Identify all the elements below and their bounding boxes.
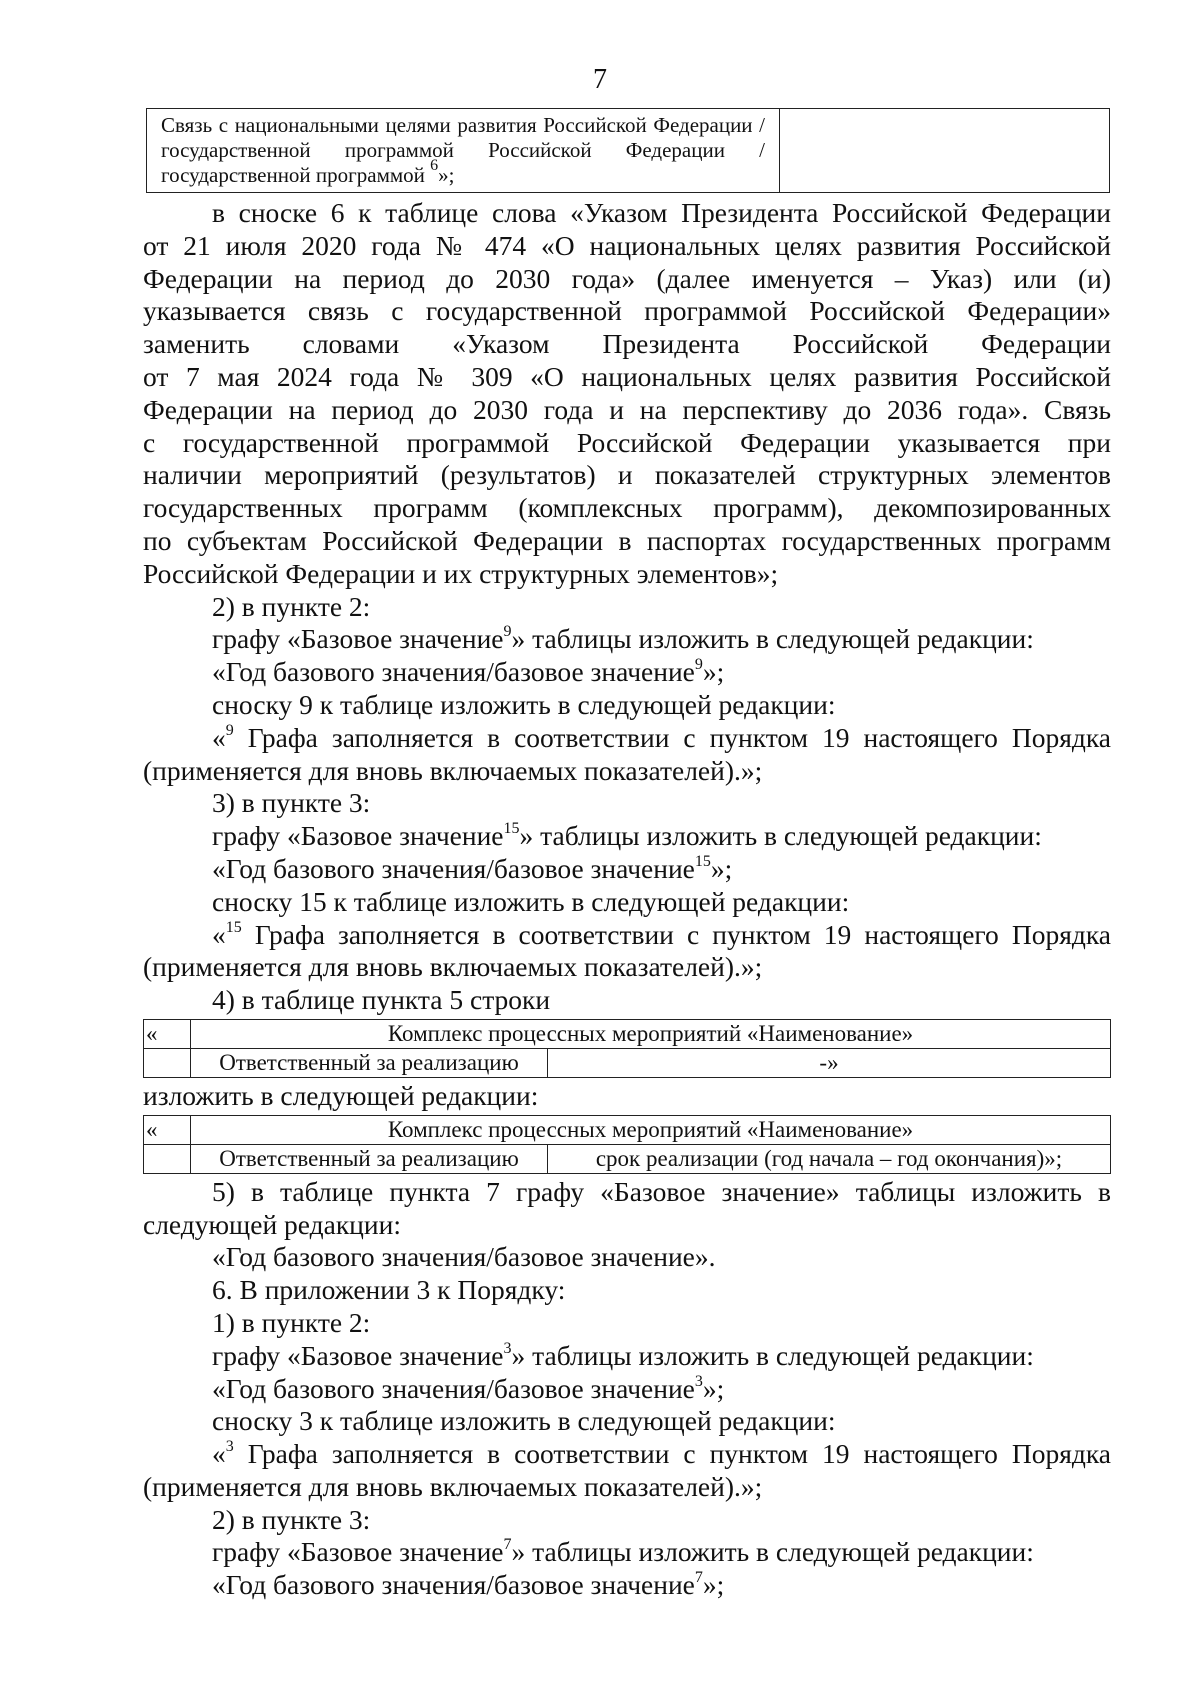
item-3-new-text [143, 853, 1111, 886]
section-6-heading: 6. В приложении 3 к Порядку: [212, 1274, 566, 1306]
s6-item-1-footnote-cont: (применяется для вновь включаемых показателей).»; [143, 1470, 763, 1502]
footnote-ref: 9 [694, 656, 703, 674]
text: графу «Базовое значение [212, 820, 504, 852]
text: » таблицы изложить в следующей редакции: [511, 623, 1034, 655]
p1-line: с государственной программой Российской Федерации указывается при [143, 426, 1111, 458]
text: Графа заполняется в соответствии с пунктом 19 настоящего Порядка [241, 918, 1111, 950]
open-quote: « [144, 1019, 191, 1048]
item-4-heading: 4) в таблице пункта 5 строки [212, 984, 551, 1016]
item-2-footnote [143, 722, 1111, 755]
footnote-ref: 3 [225, 1438, 234, 1456]
text: »; [702, 656, 725, 688]
footnote-ref: 15 [503, 820, 520, 838]
footnote-ref: 6 [430, 157, 439, 174]
item-5-line: 5) в таблице пункта 7 графу «Базовое значение» таблицы изложить в [212, 1175, 1111, 1207]
text: «Год базового значения/базовое значение [212, 1569, 695, 1601]
responsible-label: Ответственный за реализацию [191, 1144, 548, 1173]
p1-line: от 21 июля 2020 года № 474 «О национальных целях развития Российской [143, 229, 1111, 261]
s6-item-1-new-text [143, 1373, 1111, 1406]
s6-item-1-heading: 1) в пункте 2: [212, 1306, 371, 1338]
s6-item-2-column [143, 1536, 1111, 1569]
s6-item-1-footnote [143, 1438, 1111, 1471]
footnote-ref: 7 [503, 1536, 512, 1554]
s6-item-2-heading: 2) в пункте 3: [212, 1503, 371, 1535]
text: »; [702, 1372, 725, 1404]
linkage-table-label-cell [147, 109, 780, 193]
item-5-new-text: «Год базового значения/базовое значение». [212, 1241, 716, 1273]
old-rows-table [143, 1019, 1111, 1078]
item-2-new-text [143, 656, 1111, 689]
s6-item-1-column [143, 1340, 1111, 1373]
footnote-ref: 3 [694, 1372, 703, 1390]
p1-line: в сноске 6 к таблице слова «Указом Президента Российской Федерации [212, 197, 1111, 228]
p1-line: по субъектам Российской Федерации в паспортах государственных программ [143, 524, 1111, 556]
item-4-after: изложить в следующей редакции: [143, 1079, 539, 1111]
footnote-ref: 9 [503, 623, 512, 641]
p1-line: наличии мероприятий (результатов) и показателей структурных элементов [143, 459, 1111, 491]
item-3-heading: 3) в пункте 3: [212, 787, 371, 819]
text: « [212, 721, 226, 753]
text: » таблицы изложить в следующей редакции: [519, 820, 1042, 852]
responsible-label: Ответственный за реализацию [191, 1048, 548, 1077]
item-2-heading: 2) в пункте 2: [212, 590, 371, 622]
text: «Год базового значения/базовое значение [212, 852, 695, 884]
text: «Год базового значения/базовое значение [212, 1372, 695, 1404]
p1-line: государственных программ (комплексных программ), декомпозированных [143, 492, 1111, 524]
linkage-table [146, 108, 1110, 193]
linkage-table-value-cell [780, 109, 1110, 193]
p1-line: заменить словами «Указом Президента Российской Федерации [143, 328, 1111, 360]
p1-line: указывается связь с государственной программой Российской Федерации» [143, 295, 1111, 327]
linkage-text: Связь с национальными целями развития Российской Федерации / государственной программой Российской Федерации / государственной программой [161, 113, 765, 187]
p1-line: Федерации на период до 2030 года» (далее именуется – Указ) или (и) [143, 262, 1111, 294]
empty-cell [144, 1144, 191, 1173]
footnote-ref: 3 [503, 1339, 512, 1357]
item-3-footnote-note: сноску 15 к таблице изложить в следующей редакции: [212, 885, 850, 917]
text: графу «Базовое значение [212, 1339, 504, 1371]
p1-line: от 7 мая 2024 года № 309 «О национальных целях развития Российской [143, 360, 1111, 392]
s6-item-1-footnote-note: сноску 3 к таблице изложить в следующей редакции: [212, 1405, 836, 1437]
footnote-ref: 7 [694, 1569, 703, 1587]
text: »; [702, 1569, 725, 1601]
complex-header: Комплекс процессных мероприятий «Наименование» [191, 1115, 1111, 1144]
new-rows-table [143, 1115, 1111, 1174]
item-3-footnote-cont: (применяется для вновь включаемых показателей).»; [143, 951, 763, 983]
item-2-column [143, 623, 1111, 656]
text: графу «Базовое значение [212, 623, 504, 655]
text: « [212, 918, 226, 950]
footnote-ref: 15 [694, 852, 711, 870]
text: «Год базового значения/базовое значение [212, 656, 695, 688]
responsible-value: -» [548, 1048, 1111, 1077]
item-3-footnote [143, 919, 1111, 952]
text: » таблицы изложить в следующей редакции: [511, 1339, 1034, 1371]
footnote-ref: 9 [225, 721, 234, 739]
footnote-ref: 15 [225, 918, 242, 936]
open-quote: « [144, 1115, 191, 1144]
text: » таблицы изложить в следующей редакции: [511, 1536, 1034, 1568]
linkage-text-end: »; [438, 163, 455, 187]
responsible-value: срок реализации (год начала – год окончания)»; [548, 1144, 1111, 1173]
s6-item-2-new-text [143, 1569, 1111, 1602]
complex-header: Комплекс процессных мероприятий «Наименование» [191, 1019, 1111, 1048]
document-body [143, 197, 1111, 1602]
page-number: 7 [593, 64, 607, 95]
p1-line: Российской Федерации и их структурных элементов»; [143, 557, 779, 589]
text: графу «Базовое значение [212, 1536, 504, 1568]
text: « [212, 1438, 226, 1470]
item-5-line: следующей редакции: [143, 1208, 401, 1240]
text: Графа заполняется в соответствии с пунктом 19 настоящего Порядка [233, 1438, 1111, 1470]
item-2-footnote-note: сноску 9 к таблице изложить в следующей редакции: [212, 688, 836, 720]
item-2-footnote-cont: (применяется для вновь включаемых показателей).»; [143, 754, 763, 786]
item-3-column [143, 820, 1111, 853]
p1-line: Федерации на период до 2030 года и на перспективу до 2036 года». Связь [143, 393, 1111, 425]
empty-cell [144, 1048, 191, 1077]
text: Графа заполняется в соответствии с пунктом 19 настоящего Порядка [233, 721, 1111, 753]
text: »; [710, 852, 733, 884]
